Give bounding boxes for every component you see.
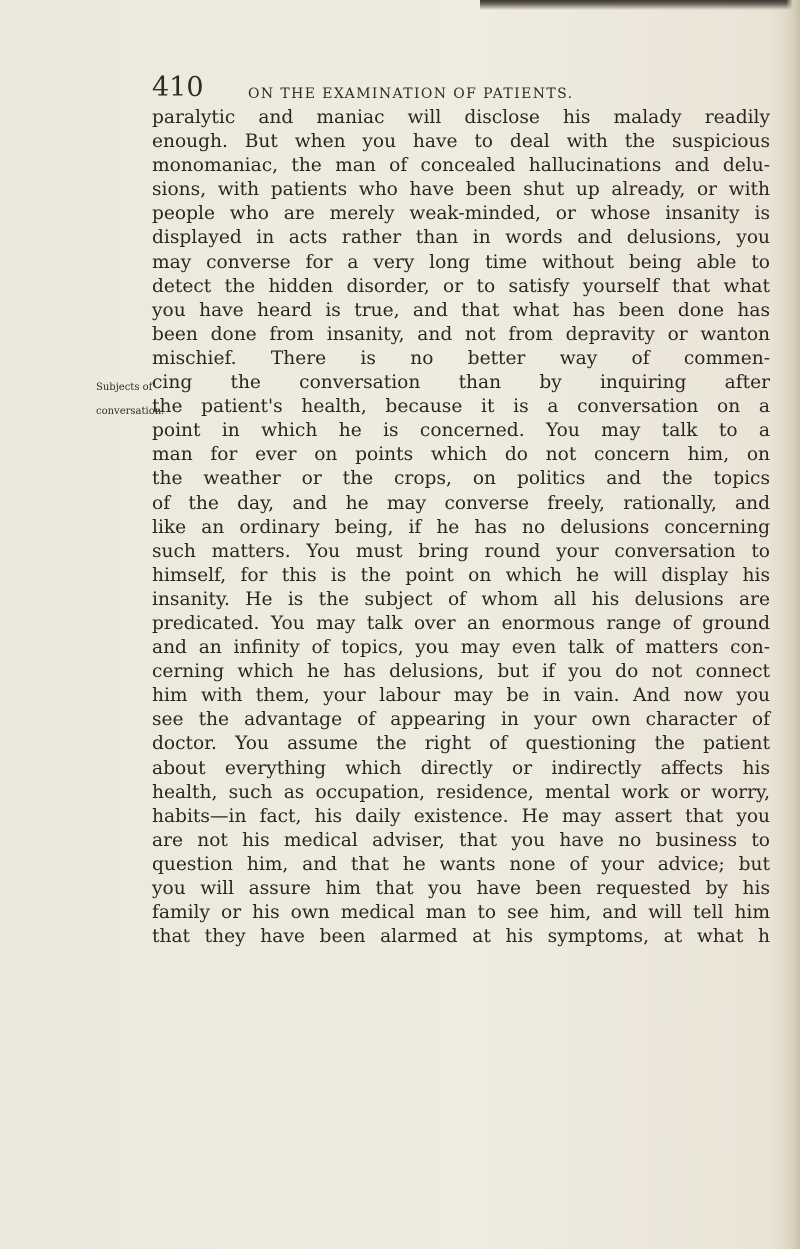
text-line: cing the conversation than by inquiring after (152, 372, 770, 394)
text-line: health, such as occupation, residence, mental work or worry, (152, 781, 770, 803)
text-line: habits—in fact, his daily existence. He may assert that you (152, 805, 770, 827)
text-line: doctor. You assume the right of questioning the patient (152, 733, 770, 755)
text-line: himself, for this is the point on which he will display his (152, 564, 770, 586)
text-line: paralytic and maniac will disclose his malady readily (152, 107, 770, 128)
text-line: are not his medical adviser, that you have no business to (152, 829, 770, 851)
text-line: displayed in acts rather than in words and delusions, you (152, 227, 770, 249)
text-line: such matters. You must bring round your conversation to (152, 540, 770, 562)
text-line: you will assure him that you have been requested by his (152, 878, 770, 899)
text-line: sions, with patients who have been shut up already, or with (152, 179, 770, 201)
text-line: you have heard is true, and that what has been done has (152, 299, 770, 321)
text-line: people who are merely weak-minded, or whose insanity is (152, 203, 770, 225)
margin-note-line-1: Subjects of (96, 382, 153, 393)
text-line: him with them, your labour may be in vain. And now you (152, 685, 770, 707)
text-line: the weather or the crops, on politics and the topics (152, 468, 770, 490)
text-line: cerning which he has delusions, but if you do not connect (152, 661, 770, 683)
text-line: detect the hidden disorder, or to satisfy yourself that what (152, 275, 770, 297)
text-line: point in which he is concerned. You may talk to a (152, 420, 770, 442)
running-head: ON THE EXAMINATION OF PATIENTS. (248, 86, 574, 102)
text-line: that they have been alarmed at his symptoms, at what h (152, 926, 770, 948)
page-number: 410 (152, 72, 204, 103)
text-line: been done from insanity, and not from depravity or wanton (152, 323, 770, 345)
page-top-shadow (480, 0, 800, 10)
text-line: family or his own medical man to see him, and will tell him (152, 902, 770, 924)
text-line: enough. But when you have to deal with the suspicious (152, 131, 770, 153)
margin-note-line-2: conversation. (96, 406, 165, 417)
text-line: about everything which directly or indirectly affects his (152, 757, 770, 779)
text-line: predicated. You may talk over an enormous range of ground (152, 612, 770, 634)
text-line: the patient's health, because it is a conversation on a (152, 396, 770, 418)
text-line: see the advantage of appearing in your own character of (152, 709, 770, 731)
text-line: mischief. There is no better way of commen- (152, 347, 770, 369)
text-line: man for ever on points which do not concern him, on (152, 444, 770, 466)
text-line: of the day, and he may converse freely, rationally, and (152, 492, 770, 514)
text-line: monomaniac, the man of concealed hallucinations and delu- (152, 155, 770, 177)
text-line: like an ordinary being, if he has no delusions concerning (152, 516, 770, 538)
page-right-edge (786, 0, 800, 1249)
text-line: and an infinity of topics, you may even talk of matters con- (152, 637, 770, 659)
text-line: question him, and that he wants none of your advice; but (152, 853, 770, 875)
body-text (152, 106, 770, 949)
text-line: insanity. He is the subject of whom all his delusions are (152, 588, 770, 610)
text-line: may converse for a very long time without being able to (152, 251, 770, 273)
